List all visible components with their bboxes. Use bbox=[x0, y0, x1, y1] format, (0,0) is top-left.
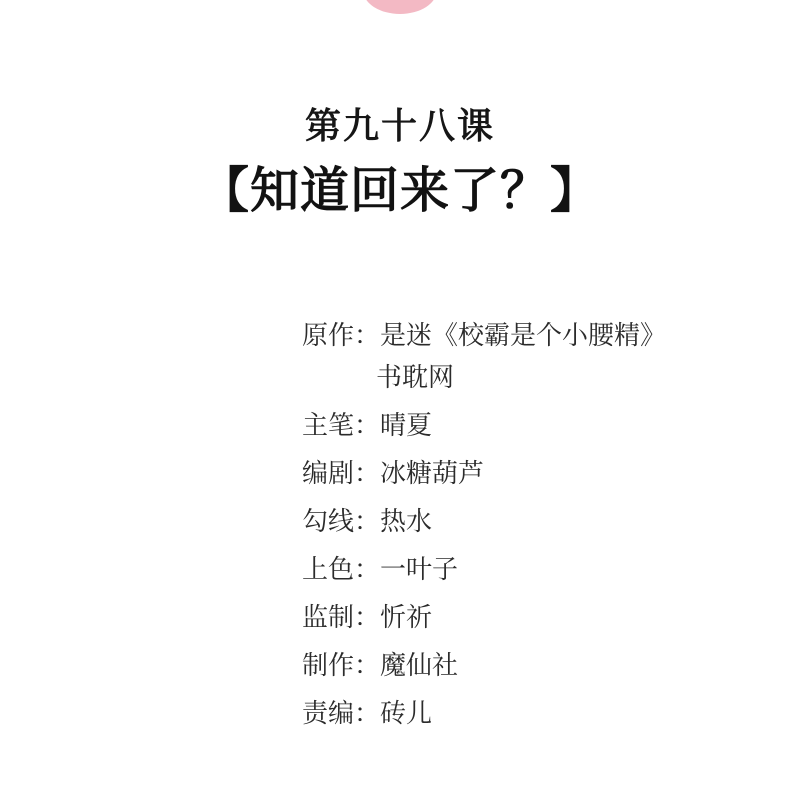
credit-label: 勾线： bbox=[302, 506, 381, 536]
credit-label: 主笔： bbox=[302, 410, 381, 440]
credit-value: 魔仙社 bbox=[380, 650, 459, 680]
credit-value: 砖儿 bbox=[380, 698, 433, 728]
pink-decoration-shape bbox=[363, 0, 437, 14]
credit-label: 监制： bbox=[302, 602, 381, 632]
title-block bbox=[0, 104, 800, 220]
credit-label: 责编： bbox=[302, 698, 381, 728]
credit-row bbox=[302, 460, 722, 486]
credit-value: 晴夏 bbox=[380, 410, 433, 440]
credit-row bbox=[302, 508, 722, 534]
credit-value: 书耽网 bbox=[376, 362, 455, 392]
credit-label: 制作： bbox=[302, 650, 381, 680]
credits-list bbox=[302, 322, 722, 748]
credit-value: 热水 bbox=[380, 506, 433, 536]
lesson-number: 第九十八课 bbox=[304, 105, 495, 146]
credit-row bbox=[302, 364, 722, 390]
credit-row bbox=[302, 412, 722, 438]
credit-label: 编剧： bbox=[302, 458, 381, 488]
credit-label: 上色： bbox=[302, 554, 381, 584]
credit-row bbox=[302, 322, 722, 348]
credit-value: 冰糖葫芦 bbox=[380, 458, 485, 488]
credit-row bbox=[302, 604, 722, 630]
credit-value: 一叶子 bbox=[380, 554, 459, 584]
page-title: 【知道回来了？】 bbox=[199, 164, 600, 219]
credit-value: 是迷《校霸是个小腰精》 bbox=[380, 320, 667, 350]
credit-row bbox=[302, 700, 722, 726]
credit-value: 忻祈 bbox=[380, 602, 433, 632]
credit-label: 原作： bbox=[302, 320, 381, 350]
credit-row bbox=[302, 652, 722, 678]
credit-row bbox=[302, 556, 722, 582]
